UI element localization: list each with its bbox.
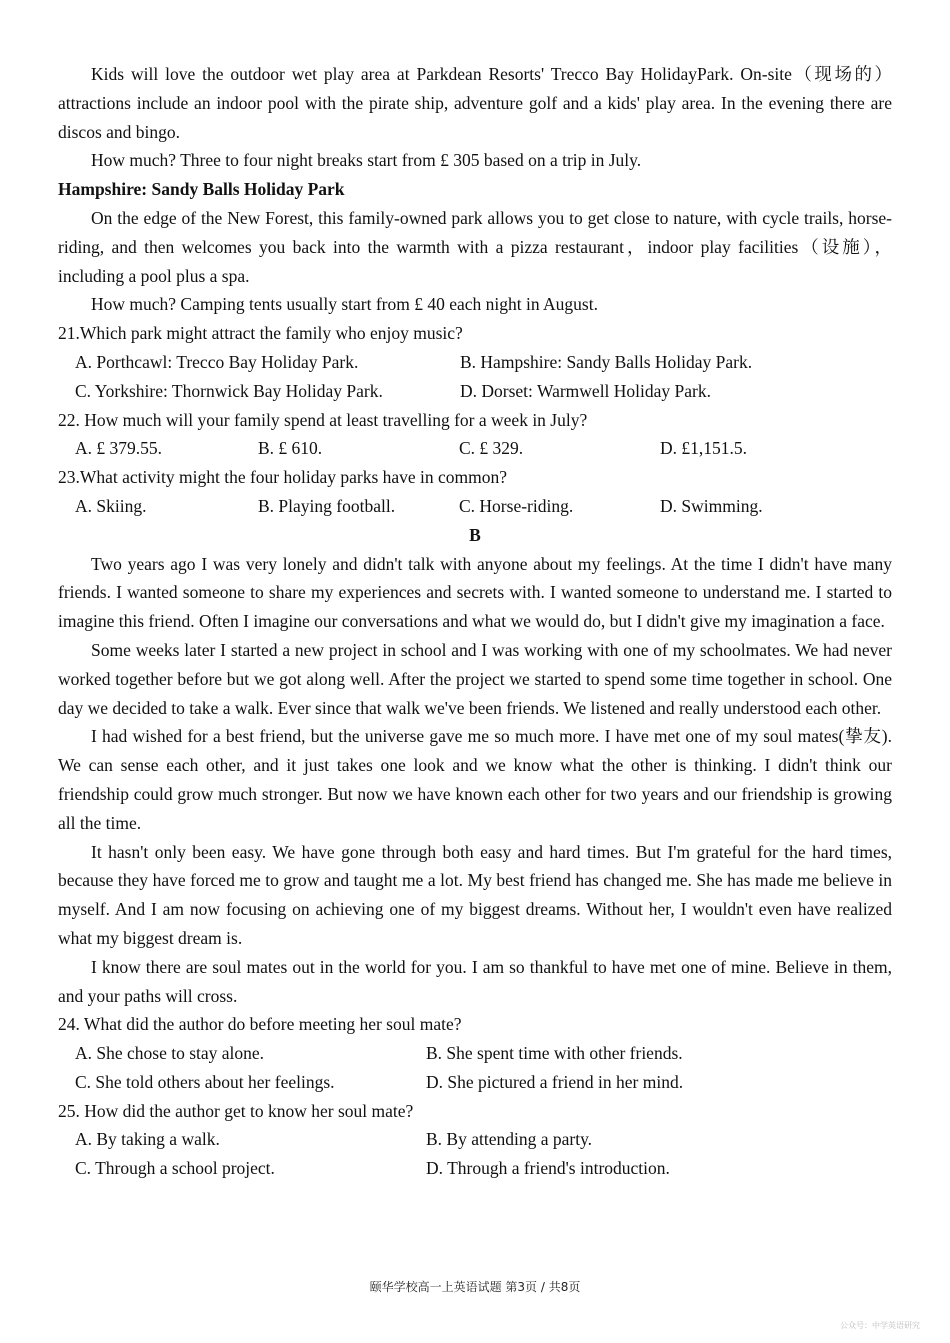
option: D. Through a friend's introduction. [426,1158,670,1179]
option: B. Hampshire: Sandy Balls Holiday Park. [460,351,753,372]
passage-paragraph: Some weeks later I started a new project in school and I was working with one of my schoolmates. We had never worked together before but we got along well. After the project we started to spend some time together in school. One day we decided to take a walk. Ever since that walk we've been friends. We listened and really understood each other. [58,639,892,718]
option: A. By taking a walk. [75,1129,220,1150]
option: C. £ 329. [459,438,524,459]
question-25-options [58,1125,892,1183]
question-24-options [58,1039,892,1097]
option: C. Yorkshire: Thornwick Bay Holiday Park. [75,380,383,401]
hampshire-price: How much? Camping tents usually start from £ 40 each night in August. [91,294,598,315]
option: D. £1,151.5. [660,438,748,459]
option: D. She pictured a friend in her mind. [426,1071,684,1092]
option: A. Skiing. [75,495,147,516]
passage-paragraph: Two years ago I was very lonely and didn't talk with anyone about my feelings. At the time I didn't have many friends. I wanted someone to share my experiences and secrets with. I wanted someone to understand me. I started to imagine this friend. Often I imagine our conversations and what we would do, but I didn't give my imagination a face. [58,553,892,632]
hampshire-heading: Hampshire: Sandy Balls Holiday Park [58,179,345,200]
option: B. She spent time with other friends. [426,1043,683,1064]
option: B. Playing football. [258,495,396,516]
option: B. £ 610. [258,438,323,459]
option: D. Swimming. [660,495,763,516]
option: A. Porthcawl: Trecco Bay Holiday Park. [75,351,359,372]
passage-paragraph: I had wished for a best friend, but the universe gave me so much more. I have met one of my soul mates(挚友). We can sense each other, and it just takes one look and we know what the other is thinking. I didn't think our friendship could grow much stronger. But now we have known each other for two years and our friendship is growing all the time. [58,726,892,833]
intro-price: How much? Three to four night breaks start from £ 305 based on a trip in July. [91,150,642,171]
page-footer: 颐华学校高一上英语试题 第3页 / 共8页 [369,1280,581,1294]
option: A. She chose to stay alone. [75,1043,265,1064]
question-24: 24. What did the author do before meeting her soul mate? [58,1014,462,1035]
document-page [58,60,892,1183]
watermark: 公众号：中学英语研究 [840,1321,920,1330]
option: A. £ 379.55. [75,438,163,459]
question-23-options [58,492,892,521]
passage-paragraph: I know there are soul mates out in the world for you. I am so thankful to have met one of mine. Believe in them, and your paths will cross. [58,956,892,1006]
hampshire-paragraph: On the edge of the New Forest, this family-owned park allows you to get close to nature, with cycle trails, horse-riding, and then welcomes you back into the warmth with a pizza restaurant，indoor play facilities（设施），including a pool plus a spa. [58,207,892,286]
passage-paragraph: It hasn't only been easy. We have gone through both easy and hard times. But I'm grateful for the hard times, because they have forced me to grow and taught me a lot. My best friend has changed me. She has made me believe in myself. And I am now focusing on achieving one of my biggest dreams. Without her, I wouldn't even have realized what my biggest dream is. [58,841,892,948]
option: C. She told others about her feelings. [75,1071,335,1092]
option: D. Dorset: Warmwell Holiday Park. [460,380,711,401]
question-21-options [58,348,892,406]
question-21: 21.Which park might attract the family who enjoy music? [58,323,463,344]
option: B. By attending a party. [426,1129,593,1150]
question-22-options [58,434,892,463]
intro-paragraph: Kids will love the outdoor wet play area at Parkdean Resorts' Trecco Bay HolidayPark. On-site（现场的） attractions include an indoor pool with the pirate ship, adventure golf and a kids' play area. In the evening there are discos and bingo. [58,64,892,142]
section-b-label: B [469,524,481,545]
question-22: 22. How much will your family spend at least travelling for a week in July? [58,409,588,430]
question-25: 25. How did the author get to know her soul mate? [58,1100,414,1121]
option: C. Through a school project. [75,1158,275,1179]
option: C. Horse-riding. [459,495,574,516]
question-23: 23.What activity might the four holiday parks have in common? [58,467,508,488]
